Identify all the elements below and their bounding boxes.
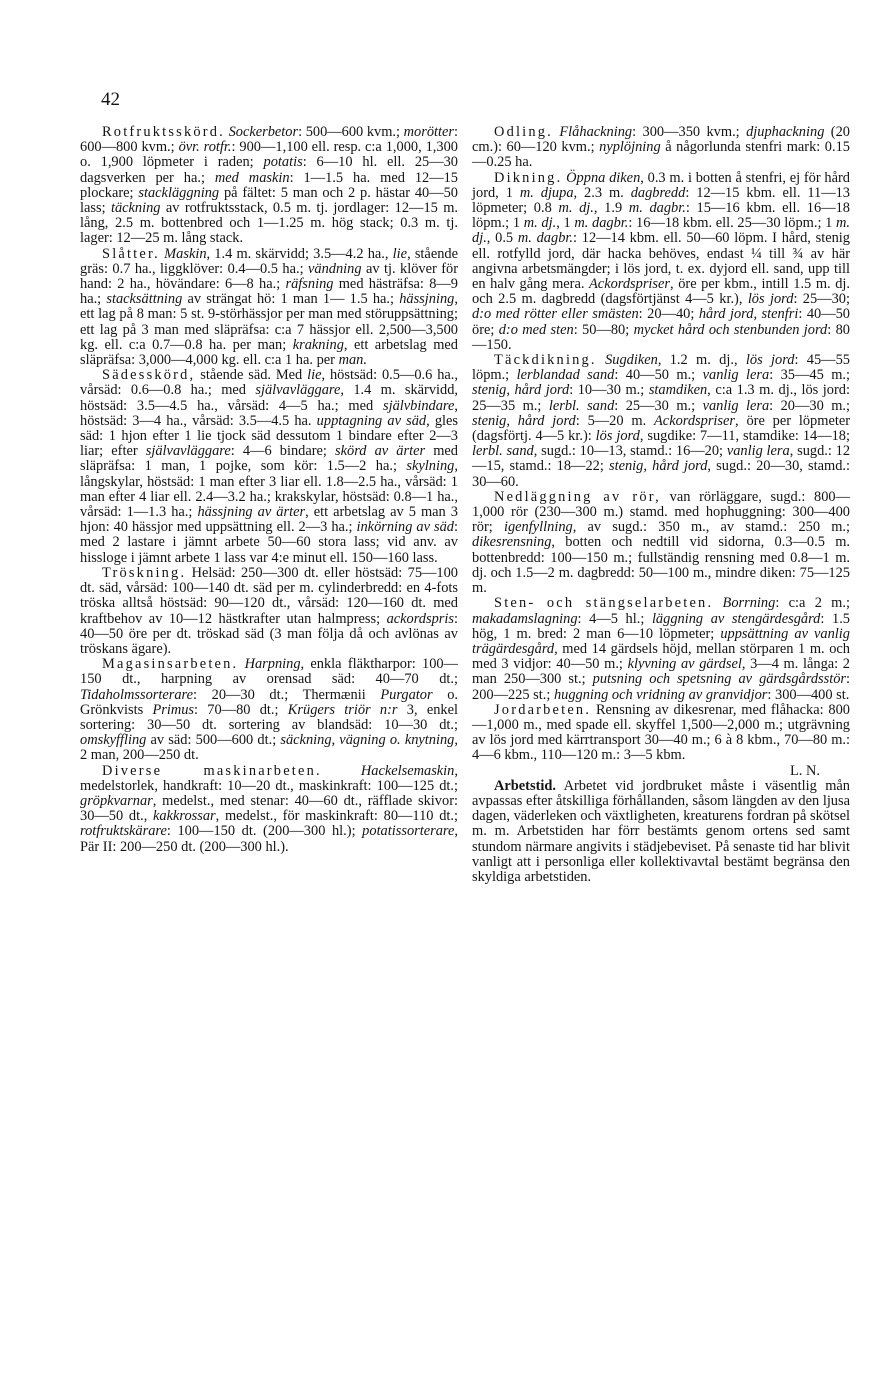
italic-term: Purgator	[380, 686, 433, 703]
entry-diverse-maskinarbeten	[80, 764, 458, 855]
entry-jordarbeten	[472, 703, 850, 764]
section-heading: Odling.	[494, 124, 553, 140]
italic-term: vanlig lera	[702, 367, 770, 384]
italic-term: d:o med sten	[498, 321, 574, 338]
text-run: , stående gräs: 0.7 ha., liggklöver: 0.4—0.5 ha.;	[80, 245, 458, 277]
text-run: , ett arbetslag med släpräfsa: 3,000—4,000 kg. ell. c:a 1 ha. per	[80, 336, 458, 369]
text-run: , 1.4 m. skärvidd, höstsäd: 3.5—4.5 ha., vårsäd: 4—5 ha.; med	[80, 382, 458, 414]
italic-term: huggning och vridning av granvidjor	[553, 686, 768, 703]
italic-term: hässjning av ärter	[197, 504, 306, 521]
section-heading: Sten- och stängselarbeten.	[494, 595, 714, 612]
text-run: : 16—18 kbm. ell. 25—30 löpm.; 1	[628, 215, 836, 232]
italic-term: hässjning	[399, 291, 455, 308]
section-heading: Sädesskörd,	[102, 367, 196, 384]
italic-term: Ackordspriser	[654, 412, 736, 429]
section-heading: Diverse maskinarbeten.	[102, 762, 322, 779]
section-heading: Rotfruktsskörd.	[102, 124, 225, 140]
text-run: Arbetet vid jordbruket måste i väsentlig mån avpassas efter åtskilliga förhållanden, såsom längden av den ljusa dagen, väderleken och växtligheten, kreaturens fordran på skötsel m. m. Arbetstiden har förr bestämts genom ortens sed samt stundom närmare angivits i städjebeviset. På senaste tid har blivit vanligt att i personliga eller kollektivavtal bestämt begränsa den skyldiga arbetstiden.	[472, 777, 850, 885]
italic-term: gröpkvarnar	[80, 792, 153, 809]
left-column	[80, 125, 458, 855]
text-run: : 40—50 öre;	[472, 306, 850, 338]
italic-term: m. dj.	[523, 215, 557, 232]
text-run: : 20—30 m.;	[769, 397, 850, 414]
italic-term: m. dagbr.	[517, 230, 573, 247]
italic-term: igenfyllning	[503, 519, 573, 536]
italic-term: lös jord	[747, 291, 794, 308]
text-run: på fältet: 5 man och 2 p. hästar 40—50 lass;	[80, 184, 458, 217]
text-run: , höstsäd: 3—4 ha., vårsäd: 3.5—4.5 ha.	[80, 397, 458, 429]
italic-term: Tidaholmssorterare	[80, 686, 194, 703]
text-run: : 40—50 öre per dt. tröskad säd (3 man följa då och avlönas av tröskans ägare).	[80, 610, 458, 657]
entry-sten-och-stangselarbeten	[472, 596, 850, 702]
text-run: , ett lag på 8 man: 5 st. 9-störhässjor per man med störuppsättning; ett lag på 3 man med släpräfsa: c:a 7 hässjor ell. 2,500—3,500 kg. ell. c:a 0.7—0.8 ha. per man;	[80, 291, 458, 353]
text-run: , medelst., med stenar: 40—60 dt., räfflade skivor: 30—50 dt.,	[80, 792, 458, 825]
italic-term: stacksättning	[106, 291, 183, 308]
text-run: : 300—350 kvm.;	[632, 124, 747, 140]
author-signature: L. N.	[790, 762, 820, 779]
text-run: , 0.3 m. i botten å stenfri, ej för hård jord, 1	[472, 169, 850, 201]
text-run: : 15—16 kbm. ell. 16—18 löpm.; 1	[472, 200, 850, 232]
text-run: , 1.4 m. skärvidd; 3.5—4.2 ha.,	[206, 245, 393, 262]
italic-term: Öppna diken	[566, 169, 641, 186]
text-run: : 80—150.	[472, 321, 850, 353]
italic-term: Flåhackning	[559, 124, 633, 140]
italic-term: lös jord	[595, 428, 640, 445]
text-run: : 1.5 hög, 1 m. bred: 2 man 6—10 löpmeter;	[472, 610, 850, 642]
text-run: , av sugd.: 350 m., av stamd.: 250 m.;	[572, 519, 850, 536]
italic-term: övr. rotfr.	[178, 139, 232, 156]
italic-term: m. dagbr.	[628, 200, 686, 217]
italic-term: rotfruktskärare	[80, 823, 167, 840]
italic-term: m. djupa	[519, 184, 574, 201]
entry-magasinsarbeten	[80, 657, 458, 763]
italic-term: stenig, hård jord	[472, 412, 576, 429]
text-run: : 40—50 m.;	[614, 367, 703, 384]
text-run: av säd: 500—600 dt.;	[146, 732, 281, 749]
text-run: (20 cm.): 60—120 kvm.;	[472, 124, 850, 156]
entry-odling	[472, 125, 850, 171]
italic-term: potatissorterare	[362, 823, 455, 840]
italic-term: lös jord	[745, 352, 795, 369]
italic-term: klyvning av gärdsel	[627, 656, 742, 673]
text-run: : 10—30 m.;	[569, 382, 649, 399]
text-run: : 25—30 m.;	[614, 397, 703, 414]
italic-term: putsning och spetsning av gärdsgårdsstör	[592, 671, 847, 688]
italic-term: krakning	[292, 336, 344, 353]
entry-rotfruktsskord	[80, 125, 458, 247]
italic-term: Krügers triör n:r	[287, 701, 398, 718]
section-heading: Jordarbeten.	[494, 701, 592, 718]
italic-term: Ackordspriser	[589, 276, 671, 293]
italic-term: ackordspris	[386, 610, 454, 627]
text-run: , medelst., för maskinkraft: 80—110 dt.;	[215, 808, 458, 825]
text-run: , 0.5	[486, 230, 518, 247]
text-run: van rörläggare, sugd.: 800—1,000 rör (230—300 m.) stamd. med hophuggning: 300—400 rör;	[472, 488, 851, 536]
italic-term: självbindare	[382, 397, 455, 414]
text-run: 3, enkel sortering: 30—50 dt. sortering av blandsäd: 10—30 dt.;	[80, 701, 458, 733]
text-run: med hästräfsa: 8—9 ha.;	[80, 276, 458, 308]
italic-term: kakkrossar	[153, 808, 216, 825]
italic-term: dikesrensning	[472, 534, 552, 551]
italic-term: lerbl. sand	[472, 443, 534, 460]
text-run: , 2.3 m.	[573, 184, 631, 201]
italic-term: självavläggare	[145, 443, 231, 460]
text-run: stående säd. Med	[195, 367, 308, 384]
section-heading: Magasinsarbeten.	[102, 656, 239, 673]
italic-term: Borrning	[722, 595, 776, 612]
text-run: : 70—80 dt.;	[194, 701, 288, 718]
entry-tackdikning	[472, 353, 850, 490]
text-run: : 200—225 st.;	[472, 671, 851, 703]
italic-term: vanlig lera	[726, 443, 790, 460]
italic-term: Harpning	[244, 656, 301, 673]
italic-term: Hackelsemaskin	[360, 762, 455, 779]
italic-term: potatis	[263, 154, 303, 171]
italic-term: dagbredd	[630, 184, 686, 201]
entry-dikning	[472, 171, 850, 353]
italic-term: vändning	[308, 260, 362, 277]
italic-term: hård jord, stenfri	[698, 306, 799, 323]
text-run: , botten och nedtill vid sidorna, 0.3—0.5 m. bottenbredd: 100—150 m.; fullständig rensning med 0.8—1 m. dj. och 1.5—2 m. dagbredd: 50—100 m., mindre diken: 75—125 m.	[472, 534, 850, 597]
italic-term: d:o med rötter eller smästen	[472, 306, 639, 323]
text-run: : 600—800 kvm.;	[80, 124, 459, 156]
text-run: , c:a 1.3 m. dj., lös jord: 25—35 m.;	[472, 382, 850, 414]
italic-term: räfsning	[285, 276, 334, 293]
italic-term: lerbl. sand	[548, 397, 615, 414]
italic-term: Sockerbetor	[228, 124, 299, 140]
italic-term: säckning, vägning o. knytning	[280, 732, 455, 749]
text-run: , höstsäd: 0.5—0.6 ha., vårsäd: 0.6—0.8 ha.; med	[80, 367, 458, 399]
text-run: : 12—15 kbm. ell. 11—13 löpmeter; 0.8	[472, 184, 850, 217]
text-run: : 900—1,100 ell. resp. c:a 1,000, 1,300 o. 1,900 löpmeter i raden;	[80, 139, 458, 171]
text-run: o. Grönkvists	[80, 686, 459, 718]
entry-slatter	[80, 247, 458, 369]
text-run: : 50—80;	[573, 321, 634, 338]
text-run: , med 14 gärdsels höjd, mellan störparen 1 m. och med 3 vidjor: 40—50 m.;	[472, 640, 850, 673]
text-run: , 3—4 m. långa: 2 man 250—300 st.;	[472, 656, 850, 688]
text-run: med släpräfsa: 1 man, 1 pojke, som kör: 1.5—2 ha.;	[80, 443, 458, 475]
text-run: : 4—5 hl.;	[577, 610, 652, 627]
text-run: : 4—6 bindare;	[230, 443, 336, 460]
text-run: , gles säd: 1 hjon efter 1 lie tjock säd dessutom 1 bindare efter 2—3 liar; efter	[80, 412, 459, 460]
text-run: av rotfruktsstack, 0.5 m. tj. jordlager: 12—15 m. lång, 2.5 m. bottenbred och 1—1.25 m. hög stack; 0.3 m. tj. lager: 12—25 m. lång stack.	[80, 200, 458, 247]
italic-term: med maskin	[214, 169, 290, 186]
text-run: Rensning av dikesrenar, med flåhacka: 800—1,000 m., med spade ell. skyffel 1,500—2,000 m.; utgrävning av lös jord med kärrtransport 30—40 m.; 6 à 8 kbm., 70—80 m.: 4—6 kbm., 110—120 m.: 3—5 kbm.	[472, 701, 850, 764]
text-run: : 20—30 dt.; Thermænii	[193, 686, 381, 703]
text-run: , 1	[556, 215, 575, 232]
text-run: , öre per kbm., intill 1.5 m. dj. och 2.5 m. dagbredd (dagsförtjänst 4—5 kr.),	[472, 276, 850, 308]
page-number: 42	[101, 89, 120, 110]
text-run: av strängat hö: 1 man 1— 1.5 ha.;	[182, 291, 400, 308]
text-run: : 35—45 m.;	[769, 367, 850, 384]
italic-term: nyplöjning	[599, 139, 661, 156]
bold-heading: Arbetstid.	[494, 777, 556, 794]
text-run: , 1.2 m. dj.,	[657, 352, 746, 369]
text-run	[322, 763, 361, 779]
text-run: , 1.9	[593, 200, 629, 217]
right-column	[472, 125, 850, 885]
text-run: : 1—1.5 ha. med 12—15 plockare;	[80, 169, 459, 201]
italic-term: mycket hård och stenbunden jord	[633, 321, 828, 338]
text-run: : 5—20 m.	[575, 412, 655, 429]
section-heading: Tröskning.	[102, 564, 187, 581]
text-run: : 100—150 dt. (200—300 hl.);	[166, 823, 363, 840]
text-run: : 500—600 kvm.;	[298, 124, 404, 140]
italic-term: stenig, hård jord	[472, 382, 570, 399]
section-heading: Dikning.	[494, 169, 563, 186]
text-run	[597, 352, 605, 368]
text-run: : 25—30;	[793, 291, 850, 308]
text-run: , 2 man, 200—250 dt.	[80, 732, 458, 764]
text-run: : c:a 2 m.;	[775, 595, 850, 612]
italic-term: uppsättning av vanlig trägärdesgård	[472, 625, 850, 657]
entry-nedlaggning-av-ror	[472, 490, 850, 596]
italic-term: Maskin	[164, 245, 207, 262]
text-run: , ett arbetslag av 5 man 3 hjon: 40 hässjor med uppsättning ell. 2—3 ha.;	[80, 504, 458, 536]
text-run	[713, 595, 722, 611]
italic-term: lie	[392, 245, 408, 262]
italic-term: vanlig lera	[702, 397, 770, 414]
text-run: : 45—55 löpm.;	[472, 352, 850, 384]
section-heading: Nedläggning av rör,	[494, 488, 661, 505]
entry-troskning	[80, 566, 458, 657]
text-run: : 12—14 kbm. ell. 50—60 löpm. I hård, stenig ell. rotfylld jord, där hacka behöves, endast ¼ till ¾ av här angivna arbetsmängder; i lös jord, t. ex. dyjord ell. sand, upp till en halv gång mera.	[472, 230, 850, 293]
text-run: , medelstorlek, handkraft: 10—20 dt., maskinkraft: 100—125 dt.;	[80, 762, 458, 794]
text-run: , sugd.: 20—30, stamd.: 30—60.	[472, 458, 851, 490]
italic-term: morötter	[403, 124, 455, 140]
italic-term: läggning av stengärdesgård	[651, 610, 821, 627]
italic-term: stamdiken	[648, 382, 708, 399]
italic-term: man.	[338, 352, 367, 369]
text-run: , sugd.: 12—15, stamd.: 18—22;	[472, 443, 851, 475]
italic-term: skylning	[406, 458, 455, 475]
text-run: å någorlunda stenfri mark: 0.15—0.25 ha.	[472, 139, 850, 171]
italic-term: makadamslagning	[472, 610, 578, 627]
italic-term: m. dj.	[472, 215, 850, 247]
italic-term: stenig, hård jord	[609, 458, 708, 475]
text-run: Helsäd: 250—300 dt. eller höstsäd: 75—100 dt. säd, vårsäd: 100—140 dt. säd per m. cylinderbredd: en 4-fots tröska alltså höstsäd: 90—120 dt., vårsäd: 120—160 dt. med kraftbehov av 10—12 hästkrafter utan halmpress;	[80, 564, 458, 627]
section-heading: Slåtter.	[102, 245, 160, 262]
text-run: : 300—400 st.	[767, 686, 850, 703]
text-run: , enkla fläktharpor: 100—150 dt., harpning av orensad säd: 40—70 dt.;	[80, 656, 458, 688]
text-run: av tj. klöver för hand: 2 ha., hövändare: 6—8 ha.;	[80, 260, 458, 293]
italic-term: m. dagbr.	[574, 215, 629, 232]
italic-term: omskyffling	[80, 732, 147, 749]
text-run: , sugd.: 10—13, stamd.: 16—20;	[533, 443, 727, 460]
text-run: , öre per löpmeter (dagsförtj. 4—5 kr.):	[472, 412, 851, 445]
section-heading: Täckdikning.	[494, 352, 597, 369]
text-run: : 20—40;	[638, 306, 699, 323]
italic-term: lie	[307, 367, 322, 384]
italic-term: Primus	[152, 701, 195, 718]
text-run: : 6—10 hl. ell. 25—30 dagsverken per ha.;	[80, 154, 459, 186]
text-run: , långskylar, höstsäd: 1 man efter 3 liar ell. 1.8—2.5 ha., vårsäd: 1 man efter 4 liar ell. 2.4—3.2 ha.; krakskylar, höstsäd: 0.8—1 ha., vårsäd: 1—1.3 ha.;	[80, 458, 458, 521]
entry-sadesskord	[80, 368, 458, 566]
italic-term: inkörning av säd	[356, 519, 454, 536]
italic-term: m. dj.	[558, 200, 594, 217]
italic-term: lerblandad sand	[516, 367, 615, 384]
entry-arbetstid	[472, 779, 850, 885]
italic-term: självavläggare	[255, 382, 341, 399]
italic-term: Sugdiken	[605, 352, 658, 369]
text-run: , Pär II: 200—250 dt. (200—300 hl.).	[80, 823, 458, 855]
italic-term: djuphackning	[746, 124, 825, 140]
italic-term: stackläggning	[138, 184, 220, 201]
text-run: : med 2 lastare i jämnt arbete 50—60 stora lass; vid anv. av hissloge i jämnt arbete 1 lass var 4:e minut ell. 150—160 lass.	[80, 519, 458, 566]
italic-term: skörd av ärter	[335, 443, 426, 460]
text-run: , sugdike: 7—11, stamdike: 14—18;	[639, 428, 851, 445]
italic-term: täckning	[110, 200, 161, 217]
italic-term: upptagning av säd	[316, 412, 427, 429]
